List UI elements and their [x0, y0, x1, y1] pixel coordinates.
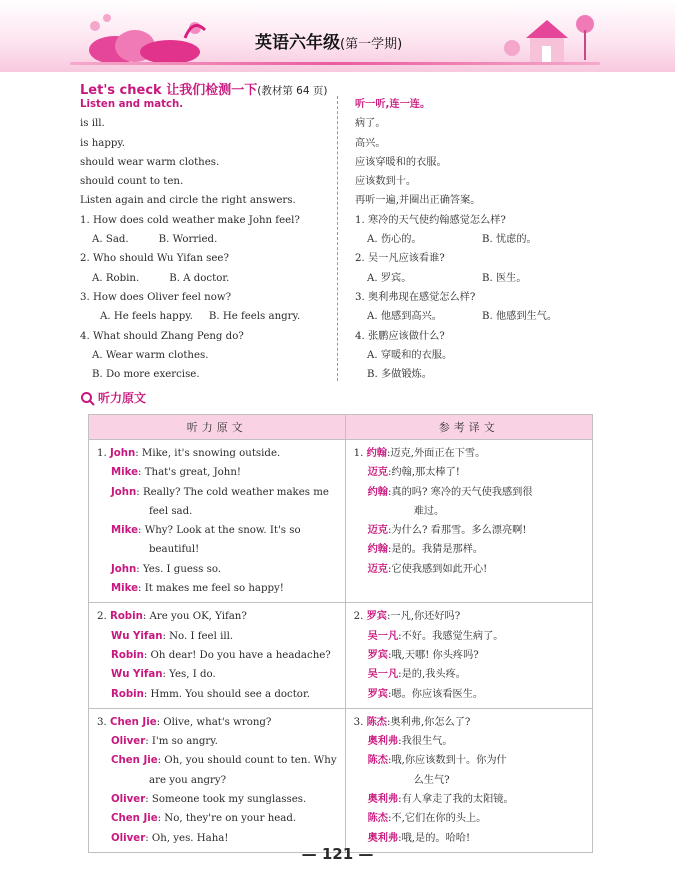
speech-text: : Yes. I guess so. [136, 563, 222, 575]
question: 4. What should Zhang Peng do? [80, 330, 244, 342]
speaker-name: John [111, 486, 137, 498]
speaker-name: 约翰 [367, 544, 388, 556]
dialogue-line [354, 540, 584, 559]
dialogue-line [354, 627, 584, 646]
dialogue-line [354, 790, 584, 809]
option-a: A. 罗宾。 [367, 272, 412, 284]
speech-text: : No, they're on your head. [157, 813, 297, 825]
speaker-name: Robin [109, 611, 143, 623]
option-b: B. He feels angry. [208, 311, 301, 323]
match-item: 应该数到十。 [355, 176, 417, 188]
col-header-original: 听力原文 [89, 415, 346, 440]
dialogue-line [354, 521, 584, 540]
dialogue-number: 3. [353, 716, 367, 728]
speaker-name: John [109, 448, 136, 459]
table-row [89, 440, 593, 603]
dialogue-number: 1. [97, 448, 110, 459]
dialogue-line [97, 463, 337, 482]
speaker-name: 陈杰 [367, 755, 388, 767]
dialogue-line [354, 607, 584, 626]
col-header-translation: 参考译文 [345, 415, 592, 440]
speech-text: : No. I feel ill. [162, 630, 234, 642]
speaker-name: 罗宾 [367, 649, 388, 661]
speech-text: :有人拿走了我的太阳镜。 [398, 794, 514, 806]
options [355, 230, 595, 249]
option-b: B. Do more exercise. [92, 369, 200, 381]
match-item: 病了。 [355, 118, 386, 130]
option-a: A. Sad. [92, 234, 129, 246]
speaker-name: 罗宾 [366, 611, 387, 623]
speaker-name: 约翰 [366, 448, 387, 459]
question: 1. How does cold weather make John feel? [80, 214, 300, 226]
dialogue-number: 2. [353, 611, 367, 623]
option-b: B. 医生。 [482, 272, 527, 284]
chinese-heading-circle: 再听一遍,并圈出正确答案。 [355, 195, 481, 207]
speaker-name: Mike [111, 467, 139, 479]
speech-text: :约翰,那太棒了! [387, 467, 460, 479]
speech-text: :不好。我感觉生病了。 [398, 630, 504, 642]
speaker-name: Wu Yifan [111, 669, 163, 681]
dialogue-line [354, 463, 584, 482]
dialogue-line [97, 732, 337, 751]
match-item: 应该穿暖和的衣服。 [355, 156, 447, 168]
speaker-name: 吴一凡 [367, 669, 399, 681]
speaker-name: Wu Yifan [111, 630, 163, 642]
speech-text: : I'm so angry. [145, 736, 218, 748]
english-heading-match: Listen and match. [80, 99, 184, 110]
dialogue-line [354, 483, 584, 502]
dialogue-number: 3. [97, 716, 110, 728]
dialogue-line [97, 521, 337, 540]
speech-text: :为什么? 看那雪。多么漂亮啊! [387, 525, 527, 537]
speaker-name: Robin [111, 688, 144, 700]
listening-script-table [88, 414, 593, 853]
question: 2. 吴一凡应该看谁? [355, 253, 445, 265]
speech-text: :迈克,外面正在下雪。 [386, 448, 486, 459]
speech-text: :它使我感到如此开心! [387, 563, 488, 575]
option-b: B. 忧虑的。 [482, 234, 537, 246]
speech-continuation: 么生气? [413, 774, 450, 786]
options [80, 269, 340, 288]
speech-text: :不,它们在你的头上。 [387, 813, 487, 825]
listening-script-heading: 听力原文 [80, 389, 146, 407]
question: 3. How does Oliver feel now? [80, 291, 232, 303]
speech-text: :一凡,你还好吗? [386, 611, 461, 623]
speech-text: : Oh, yes. Haha! [145, 832, 229, 844]
speaker-name: 奥利弗 [367, 794, 399, 806]
speech-text: : Mike, it's snowing outside. [135, 448, 281, 459]
speaker-name: Chen Jie [111, 755, 158, 767]
dialogue-zh [345, 708, 592, 852]
dialogue-line [354, 665, 584, 684]
options [355, 269, 595, 288]
speech-text: : Really? The cold weather makes me [136, 486, 329, 498]
speaker-name: 约翰 [367, 486, 388, 498]
dialogue-line [97, 627, 337, 646]
table-row [89, 603, 593, 708]
speech-text: : Oh, you should count to ten. Why [157, 755, 337, 767]
dialogue-en [89, 440, 346, 603]
speaker-name: Oliver [111, 736, 146, 748]
option-b: B. Worried. [158, 234, 218, 246]
speaker-name: John [111, 563, 137, 575]
dialogue-line [97, 751, 337, 770]
speaker-name: Chen Jie [111, 813, 158, 825]
speaker-name: Mike [111, 583, 139, 595]
dialogue-line [97, 665, 337, 684]
option-a: A. 穿暖和的衣服。 [367, 349, 453, 361]
speech-text: : Olive, what's wrong? [156, 716, 272, 728]
speech-text: : It makes me feel so happy! [138, 583, 284, 595]
question: 3. 奥利弗现在感觉怎么样? [355, 291, 476, 303]
speech-text: : Hmm. You should see a doctor. [143, 688, 310, 700]
option-a: A. Robin. [92, 272, 140, 284]
column-divider [337, 96, 338, 381]
option-a: A. 伤心的。 [367, 234, 422, 246]
dialogue-zh [345, 440, 592, 603]
dialogue-line [97, 579, 337, 598]
speaker-name: 吴一凡 [367, 630, 399, 642]
dialogue-line [97, 560, 337, 579]
flower-decoration-icon [75, 8, 225, 68]
book-subtitle: (第一学期) [340, 37, 403, 52]
speech-text: : Are you OK, Yifan? [142, 611, 247, 623]
dialogue-line [97, 809, 337, 828]
speech-text: :是的,我头疼。 [398, 669, 466, 681]
option-a: A. 他感到高兴。 [367, 311, 442, 323]
speech-text: : Why? Look at the snow. It's so [138, 525, 301, 537]
speaker-name: 迈克 [367, 525, 388, 537]
speaker-name: Robin [111, 649, 144, 661]
table-row [89, 708, 593, 852]
speaker-name: Mike [111, 525, 139, 537]
book-title: 英语六年级(第一学期) [255, 33, 403, 53]
match-item: should wear warm clothes. [80, 156, 220, 168]
magnifier-icon [80, 391, 96, 407]
speaker-name: 陈杰 [366, 716, 387, 728]
speech-text: :我很生气。 [398, 736, 453, 748]
dialogue-line [97, 790, 337, 809]
dialogue-line [354, 646, 584, 665]
exercise-english-column [80, 95, 340, 384]
option-a: A. He feels happy. [100, 311, 193, 323]
options [355, 307, 595, 326]
speech-continuation: beautiful! [149, 544, 200, 556]
speech-text: :哦,你应该数到十。你为什 [387, 755, 507, 767]
speaker-name: Chen Jie [109, 716, 157, 728]
dialogue-line [354, 732, 584, 751]
dialogue-line [97, 646, 337, 665]
dialogue-line [354, 444, 584, 463]
speech-text: : Yes, I do. [162, 669, 216, 681]
speaker-name: Oliver [111, 832, 146, 844]
dialogue-number: 1. [353, 448, 367, 459]
dialogue-line [97, 685, 337, 704]
speech-text: :真的吗? 寒冷的天气使我感到很 [387, 486, 533, 498]
match-item: 高兴。 [355, 137, 386, 149]
speaker-name: 迈克 [367, 467, 388, 479]
dialogue-number: 2. [97, 611, 110, 623]
speech-text: : Someone took my sunglasses. [145, 794, 307, 806]
dialogue-line [97, 713, 337, 732]
question: 1. 寒冷的天气使约翰感觉怎么样? [355, 214, 506, 226]
speaker-name: 奥利弗 [367, 736, 399, 748]
speech-text: :嗯。你应该看医生。 [387, 688, 484, 700]
page-number: — 121 — [301, 845, 374, 863]
speaker-name: 陈杰 [367, 813, 388, 825]
english-heading-circle: Listen again and circle the right answers. [80, 195, 296, 207]
speaker-name: 罗宾 [367, 688, 388, 700]
lets-check-title: Let's check 让我们检测一下(教材第 64 页) [80, 83, 328, 98]
chinese-heading-match: 听一听,连一连。 [355, 99, 431, 110]
house-tree-decoration-icon [500, 8, 605, 68]
dialogue-zh [345, 603, 592, 708]
speech-text: :哦,是的。哈哈! [398, 832, 471, 844]
speech-continuation: feel sad. [149, 505, 193, 517]
dialogue-line [354, 751, 584, 770]
speech-text: :奥利弗,你怎么了? [386, 716, 471, 728]
speaker-name: 迈克 [367, 563, 388, 575]
match-item: should count to ten. [80, 176, 184, 188]
dialogue-en [89, 603, 346, 708]
options [80, 307, 340, 326]
option-b: B. 他感到生气。 [482, 311, 558, 323]
exercise-chinese-column [355, 95, 595, 384]
dialogue-line [97, 444, 337, 463]
option-b: B. A doctor. [169, 272, 230, 284]
dialogue-en [89, 708, 346, 852]
speech-text: : That's great, John! [138, 467, 242, 479]
textbook-reference: (教材第 64 页) [257, 85, 328, 97]
dialogue-line [354, 685, 584, 704]
speaker-name: Oliver [111, 794, 146, 806]
options [80, 230, 340, 249]
question: 2. Who should Wu Yifan see? [80, 253, 229, 265]
option-a: A. Wear warm clothes. [92, 349, 209, 361]
option-b: B. 多做锻炼。 [367, 369, 432, 381]
dialogue-line [97, 607, 337, 626]
dialogue-line [354, 560, 584, 579]
question: 4. 张鹏应该做什么? [355, 330, 445, 342]
speech-text: :哦,天哪! 你头疼吗? [387, 649, 479, 661]
speech-continuation: 难过。 [413, 505, 445, 517]
speaker-name: 奥利弗 [367, 832, 399, 844]
header-rule [70, 62, 600, 65]
speech-continuation: are you angry? [149, 774, 227, 786]
speech-text: : Oh dear! Do you have a headache? [143, 649, 331, 661]
dialogue-line [354, 809, 584, 828]
dialogue-line [97, 483, 337, 502]
speech-text: :是的。我猜是那样。 [387, 544, 484, 556]
dialogue-line [354, 713, 584, 732]
match-item: is ill. [80, 118, 105, 130]
match-item: is happy. [80, 137, 126, 149]
